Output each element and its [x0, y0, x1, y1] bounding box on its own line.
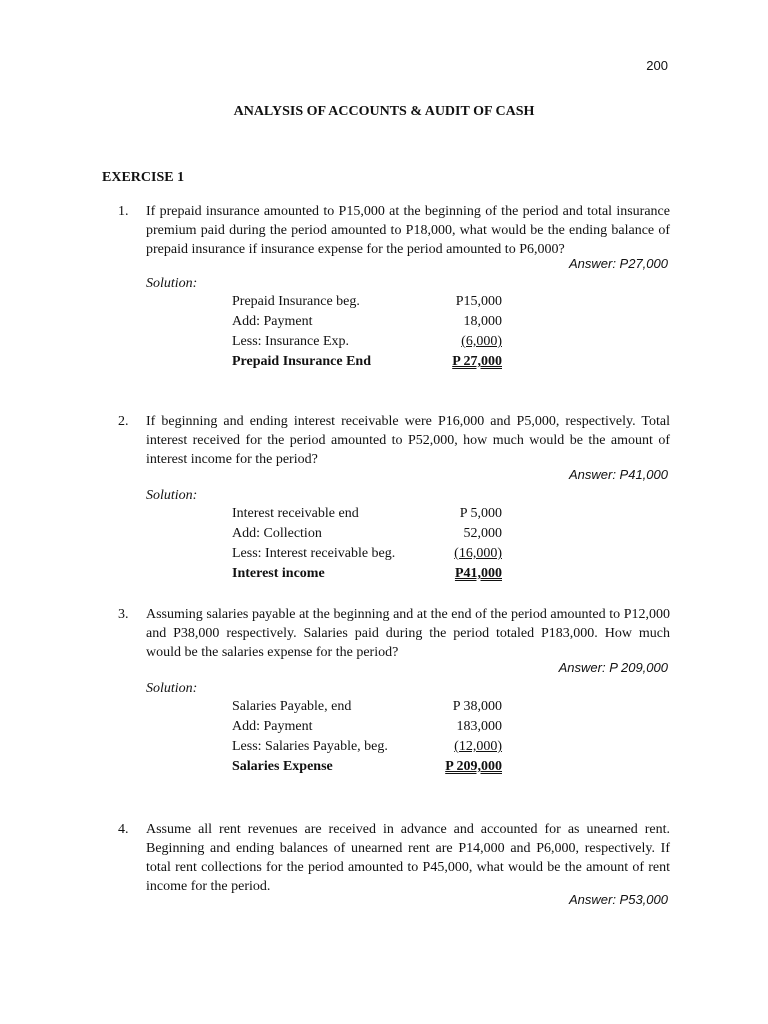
total-row	[232, 759, 502, 779]
answer-3: Answer: P 209,000	[558, 660, 668, 675]
question-text: Assuming salaries payable at the beginning and at the end of the period amounted to P12,000 and P38,000 respectively. Salaries paid during the period totaled P183,000. How much would be the salaries expense for the period?	[146, 607, 670, 660]
question-1	[118, 202, 670, 259]
row-amount: (6,000)	[461, 334, 502, 349]
row-amount: P 209,000	[445, 759, 502, 774]
table-row	[232, 526, 502, 546]
row-label: Less: Insurance Exp.	[232, 334, 350, 349]
question-number: 2.	[118, 414, 129, 429]
row-label: Salaries Expense	[232, 759, 333, 774]
table-row	[232, 546, 502, 566]
question-text: If beginning and ending interest receivable were P16,000 and P5,000, respectively. Total interest received for the period amounted to P52,000, how much would be the amount of interest income for the period?	[146, 414, 670, 467]
exercise-heading: EXERCISE 1	[102, 170, 185, 185]
table-row	[232, 739, 502, 759]
row-amount: P 27,000	[452, 354, 502, 369]
solution-table-3	[232, 699, 502, 779]
solution-label: Solution:	[146, 681, 198, 696]
table-row	[232, 719, 502, 739]
table-row	[232, 314, 502, 334]
row-amount: P 5,000	[459, 506, 502, 521]
row-amount: 52,000	[463, 526, 502, 541]
answer-4: Answer: P53,000	[568, 892, 668, 907]
row-amount: (16,000)	[454, 546, 502, 561]
answer-1: Answer: P27,000	[568, 256, 668, 271]
total-row	[232, 566, 502, 586]
table-row	[232, 294, 502, 314]
solution-table-2	[232, 506, 502, 586]
row-label: Less: Salaries Payable, beg.	[232, 739, 388, 754]
row-amount: P 38,000	[452, 699, 502, 714]
total-row	[232, 354, 502, 374]
row-label: Add: Payment	[232, 719, 313, 734]
question-number: 3.	[118, 607, 129, 622]
row-amount: (12,000)	[454, 739, 502, 754]
row-label: Add: Collection	[232, 526, 322, 541]
row-label: Add: Payment	[232, 314, 313, 329]
row-label: Prepaid Insurance End	[232, 354, 371, 369]
question-4	[118, 820, 670, 896]
row-amount: 18,000	[463, 314, 502, 329]
table-row	[232, 506, 502, 526]
question-2	[118, 412, 670, 469]
page-title: ANALYSIS OF ACCOUNTS & AUDIT OF CASH	[233, 104, 535, 119]
row-label: Interest receivable end	[232, 506, 359, 521]
question-number: 1.	[118, 204, 129, 219]
answer-2: Answer: P41,000	[568, 467, 668, 482]
question-text: Assume all rent revenues are received in advance and accounted for as unearned rent. Beginning and ending balances of unearned rent are P14,000 and P6,000, respectively. If total rent collections for the period amounted to P45,000, what would be the amount of rent income for the period.	[146, 822, 670, 894]
row-label: Interest income	[232, 566, 325, 581]
solution-label: Solution:	[146, 488, 198, 503]
row-label: Salaries Payable, end	[232, 699, 352, 714]
row-amount: P41,000	[454, 566, 502, 581]
question-3	[118, 605, 670, 662]
question-text: If prepaid insurance amounted to P15,000 at the beginning of the period and total insurance premium paid during the period amounted to P18,000, what would be the ending balance of prepaid insurance if insurance expense for the period amounted to P6,000?	[146, 204, 670, 257]
table-row	[232, 699, 502, 719]
table-row	[232, 334, 502, 354]
row-amount: P15,000	[455, 294, 502, 309]
row-label: Prepaid Insurance beg.	[232, 294, 360, 309]
question-number: 4.	[118, 822, 129, 837]
row-label: Less: Interest receivable beg.	[232, 546, 396, 561]
page-number: 200	[646, 58, 668, 73]
solution-table-1	[232, 294, 502, 374]
row-amount: 183,000	[456, 719, 502, 734]
solution-label: Solution:	[146, 276, 198, 291]
